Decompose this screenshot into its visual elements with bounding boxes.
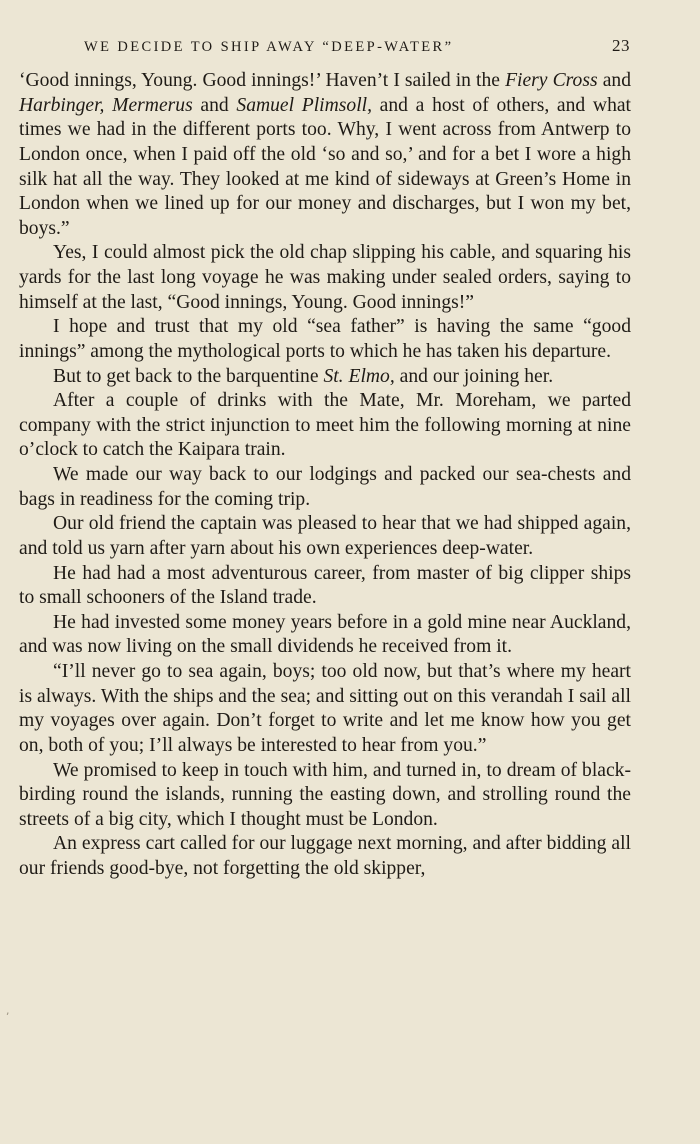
- paragraph: [19, 562, 631, 611]
- text-run: We made our way back to our lodgings and packed our sea-chests and bags in readiness for the coming trip.: [19, 464, 631, 510]
- margin-speck: ’: [6, 1012, 10, 1023]
- page-number: 23: [612, 36, 630, 55]
- text-run: Our old friend the captain was pleased to hear that we had shipped again, and told us yarn after yarn about his own experiences deep-water.: [19, 513, 631, 559]
- text-run: I hope and trust that my old “sea father” is having the same “good innings” among the mythological ports to which he has taken his departure.: [19, 316, 631, 362]
- text-run: An express cart called for our luggage next morning, and after bidding all our friends good-bye, not forgetting the old skipper,: [19, 833, 631, 879]
- text-run: and: [192, 94, 237, 116]
- text-run: “I’ll never go to sea again, boys; too old now, but that’s where my heart is always. With the ships and the sea; and sitting out on this verandah I sail all my voyages over again. Don’t forget to write and let me know how you get on, both of you; I’ll always be interested to hear from you.”: [19, 661, 631, 756]
- text-run: and: [597, 70, 631, 91]
- paragraph: [19, 512, 631, 561]
- italic-ship-name: Samuel Plimsoll,: [236, 94, 372, 116]
- running-title: WE DECIDE TO SHIP AWAY “DEEP-WATER”: [84, 39, 454, 55]
- text-run: and our joining her.: [394, 365, 554, 387]
- text-run: Yes, I could almost pick the old chap slipping his cable, and squaring his yards for the last long voyage he was making under sealed orders, saying to himself at the last, “Good innings, Young. Good innings!”: [19, 242, 631, 313]
- text-run: ‘Good innings, Young. Good innings!’ Haven’t I sailed in the: [19, 70, 506, 91]
- paragraph: [19, 69, 631, 241]
- paragraph: [19, 315, 631, 364]
- text-run: We promised to keep in touch with him, and turned in, to dream of black-birding round the islands, running the easting down, and strolling round the streets of a big city, which I thought must be London.: [19, 759, 631, 830]
- running-head: [84, 36, 630, 56]
- text-run: But to get back to the barquentine: [53, 365, 324, 387]
- text-run: and a host of others, and what times we had in the different ports too. Why, I went across from Antwerp to London once, when I paid off the old ‘so and so,’ and for a bet I wore a high silk hat all the way. They looked at me kind of sideways at Green’s Home in London when we lined up for our money and discharges, but I won my bet, boys.”: [19, 94, 632, 239]
- paragraph: [19, 463, 631, 512]
- text-run: He had invested some money years before in a gold mine near Auckland, and was now living on the small dividends he received from it.: [19, 611, 631, 658]
- paragraph: [19, 611, 631, 660]
- italic-ship-name: St. Elmo,: [323, 365, 395, 387]
- paragraph: [19, 365, 631, 390]
- body-text: [19, 69, 631, 882]
- text-run: After a couple of drinks with the Mate, Mr. Moreham, we parted company with the strict injunction to meet him the following morning at nine o’clock to catch the Kaipara train.: [19, 390, 631, 461]
- paragraph: [19, 660, 631, 759]
- paragraph: [19, 759, 631, 833]
- paragraph: [19, 832, 631, 881]
- paragraph: [19, 241, 631, 315]
- text-run: He had had a most adventurous career, from master of big clipper ships to small schooners of the Island trade.: [19, 562, 631, 609]
- italic-ship-name: Fiery Cross: [505, 70, 598, 91]
- italic-ship-name: Harbinger, Mermerus: [19, 94, 193, 116]
- paragraph: [19, 389, 631, 463]
